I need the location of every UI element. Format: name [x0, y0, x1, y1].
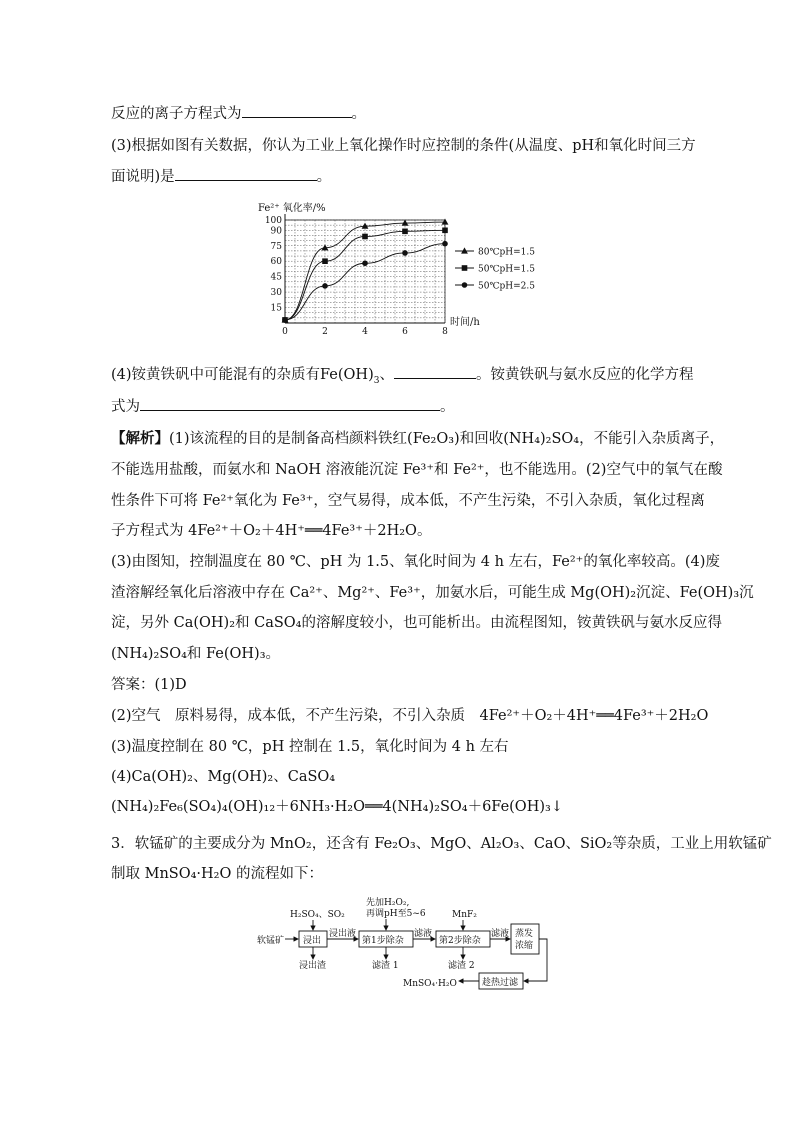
- analysis-line-8: (NH₄)₂SO₄和 Fe(OH)₃。: [111, 646, 281, 662]
- q4-line-1a: (4)铵黄铁矾中可能混有的杂质有Fe(OH): [111, 367, 374, 383]
- chart-legend: [455, 247, 535, 291]
- y-tick-label: 15: [270, 303, 282, 314]
- legend-marker: [461, 247, 468, 253]
- flow-start-label: 软锰矿: [257, 936, 285, 946]
- flow-box-evaporate: [511, 924, 539, 954]
- q4-line-2-text: 式为: [111, 399, 140, 415]
- legend-marker: [462, 265, 468, 271]
- q2-equation-prompt: [111, 103, 366, 124]
- q4-impurity-blank[interactable]: [394, 364, 476, 379]
- flow-waste-1: 浸出渣: [299, 961, 327, 971]
- analysis-line-5: (3)由图知，控制温度在 80 ℃、pH 为 1.5、氧化时间为 4 h 左右，Fe²⁺的氧化率较高。(4)废: [111, 554, 720, 570]
- x-tick-label: 4: [362, 327, 368, 337]
- flow-box-evaporate-label-2: 浓缩: [515, 941, 534, 951]
- data-point: [282, 317, 288, 323]
- q4-line-1b: 、: [379, 367, 394, 383]
- y-tick-label: 75: [270, 241, 282, 252]
- flow-box-leach-label: 浸出: [303, 936, 322, 946]
- analysis-line-1: [111, 429, 724, 449]
- flow-reagent-2a: 先加H₂O₂,: [366, 898, 410, 908]
- x-tick-label: 8: [442, 327, 448, 337]
- flow-product-label: MnSO₄·H₂O: [403, 979, 457, 989]
- flow-box-evaporate-label-1: 蒸发: [515, 929, 534, 939]
- q4-line-1c: 。铵黄铁矾与氨水反应的化学方程: [475, 367, 694, 383]
- flow-box-purify-1-label: 第1步除杂: [362, 936, 404, 946]
- flow-waste-2: 滤渣 1: [372, 961, 399, 971]
- data-point: [442, 241, 448, 247]
- data-point: [402, 219, 409, 225]
- answer-line-5: (NH₄)₂Fe₆(SO₄)₄(OH)₁₂＋6NH₃·H₂O══4(NH₄)₂SO₄＋6Fe(OH)₃↓: [111, 799, 563, 815]
- q4-equation-blank[interactable]: [140, 396, 440, 411]
- q3-line-1: (3)根据如图有关数据，你认为工业上氧化操作时应控制的条件(从温度、pH和氧化时间三方: [111, 138, 696, 154]
- flow-reagent-3: MnF₂: [452, 910, 477, 920]
- y-tick-label: 90: [270, 226, 282, 237]
- y-tick-label: 60: [270, 257, 282, 268]
- y-tick-label: 30: [270, 288, 282, 299]
- q3-line-2-text: 面说明)是: [111, 169, 175, 185]
- analysis-line-3: 性条件下可将 Fe²⁺氧化为 Fe³⁺，空气易得，成本低，不产生污染，不引入杂质，氧化过程离: [111, 493, 705, 509]
- legend-label: 50℃pH=2.5: [478, 281, 535, 292]
- flow-box-hot-filter: [479, 973, 523, 989]
- q2-answer-blank[interactable]: [242, 103, 352, 118]
- flow-waste-3: 滤渣 2: [448, 961, 475, 971]
- answer-line-4: (4)Ca(OH)₂、Mg(OH)₂、CaSO₄: [111, 769, 336, 785]
- q3-answer-blank[interactable]: [175, 166, 317, 181]
- data-point: [402, 229, 408, 235]
- q4-end: 。: [440, 399, 455, 415]
- chart-ylabel: Fe²⁺ 氧化率/%: [258, 203, 326, 214]
- x-tick-label: 2: [322, 327, 328, 337]
- flow-box-leach: [299, 931, 327, 947]
- q3-line-2: [111, 166, 331, 187]
- flow-arrow-3-label: 滤液: [491, 929, 510, 939]
- oxidation-rate-chart: [252, 198, 552, 338]
- flow-reagent-1: H₂SO₄、SO₂: [290, 910, 345, 920]
- answer-line-1: 答案：(1)D: [111, 677, 187, 693]
- analysis-line-7: 淀，另外 Ca(OH)₂和 CaSO₄的溶解度较小，也可能析出。由流程图知，铵黄铁矾与氨水反应得: [111, 615, 722, 631]
- flow-box-purify-1: [359, 931, 413, 947]
- data-point: [442, 218, 449, 224]
- answer-line-2: (2)空气 原料易得，成本低，不产生污染，不引入杂质 4Fe²⁺＋O₂＋4H⁺══4Fe³⁺＋2H₂O: [111, 708, 709, 724]
- process-flow-diagram: [255, 893, 555, 993]
- analysis-line-2: 不能选用盐酸，而氨水和 NaOH 溶液能沉淀 Fe³⁺和 Fe²⁺，也不能选用。(2)空气中的氧气在酸: [111, 462, 723, 478]
- data-point: [322, 283, 328, 289]
- data-point: [442, 228, 448, 234]
- analysis-text-1: (1)该流程的目的是制备高档颜料铁红(Fe₂O₃)和回收(NH₄)₂SO₄，不能引入杂质离子，: [169, 431, 725, 447]
- flow-box-purify-2: [436, 931, 490, 947]
- q4-line-2: [111, 396, 455, 417]
- analysis-line-4: 子方程式为 4Fe²⁺＋O₂＋4H⁺══4Fe³⁺＋2H₂O。: [111, 523, 432, 539]
- data-point: [362, 260, 368, 266]
- analysis-tag: 【解析】: [111, 430, 169, 447]
- x-tick-label: 0: [282, 327, 288, 337]
- data-point: [402, 250, 408, 256]
- y-tick-label: 100: [264, 216, 282, 226]
- data-point: [322, 258, 328, 264]
- flow-reagent-2b: 再调pH至5~6: [366, 909, 426, 919]
- answer-line-3: (3)温度控制在 80 ℃，pH 控制在 1.5，氧化时间为 4 h 左右: [111, 739, 509, 755]
- legend-marker: [462, 282, 468, 288]
- data-point: [362, 234, 368, 240]
- flow-arrow-2-label: 滤液: [414, 929, 433, 939]
- legend-label: 50℃pH=1.5: [478, 264, 535, 275]
- x-tick-label: 6: [402, 327, 408, 337]
- analysis-line-6: 渣溶解经氧化后溶液中存在 Ca²⁺、Mg²⁺、Fe³⁺，加氨水后，可能生成 Mg(OH)₂沉淀、Fe(OH)₃沉: [111, 585, 754, 601]
- q4-line-1: (4)铵黄铁矾中可能混有的杂质有$Fe(OH)_3$、 。铵黄铁矾与氨水反应的化学方程: [111, 364, 693, 385]
- y-tick-label: 45: [270, 272, 282, 283]
- q2-prompt-text: 反应的离子方程式为: [111, 106, 242, 122]
- q2-end: 。: [351, 106, 366, 122]
- problem3-line-2: 制取 MnSO₄·H₂O 的流程如下：: [111, 866, 323, 882]
- q3-end: 。: [316, 169, 332, 185]
- legend-label: 80℃pH=1.5: [478, 247, 535, 258]
- flow-box-hot-filter-label: 趁热过滤: [482, 978, 519, 988]
- data-point: [362, 223, 369, 229]
- flow-arrow-1-label: 浸出液: [329, 929, 357, 939]
- flow-box-purify-2-label: 第2步除杂: [439, 936, 481, 946]
- problem3-line-1: 3．软锰矿的主要成分为 MnO₂，还含有 Fe₂O₃、MgO、Al₂O₃、CaO、SiO₂等杂质，工业上用软锰矿: [111, 836, 772, 852]
- chart-xlabel: 时间/h: [450, 317, 480, 328]
